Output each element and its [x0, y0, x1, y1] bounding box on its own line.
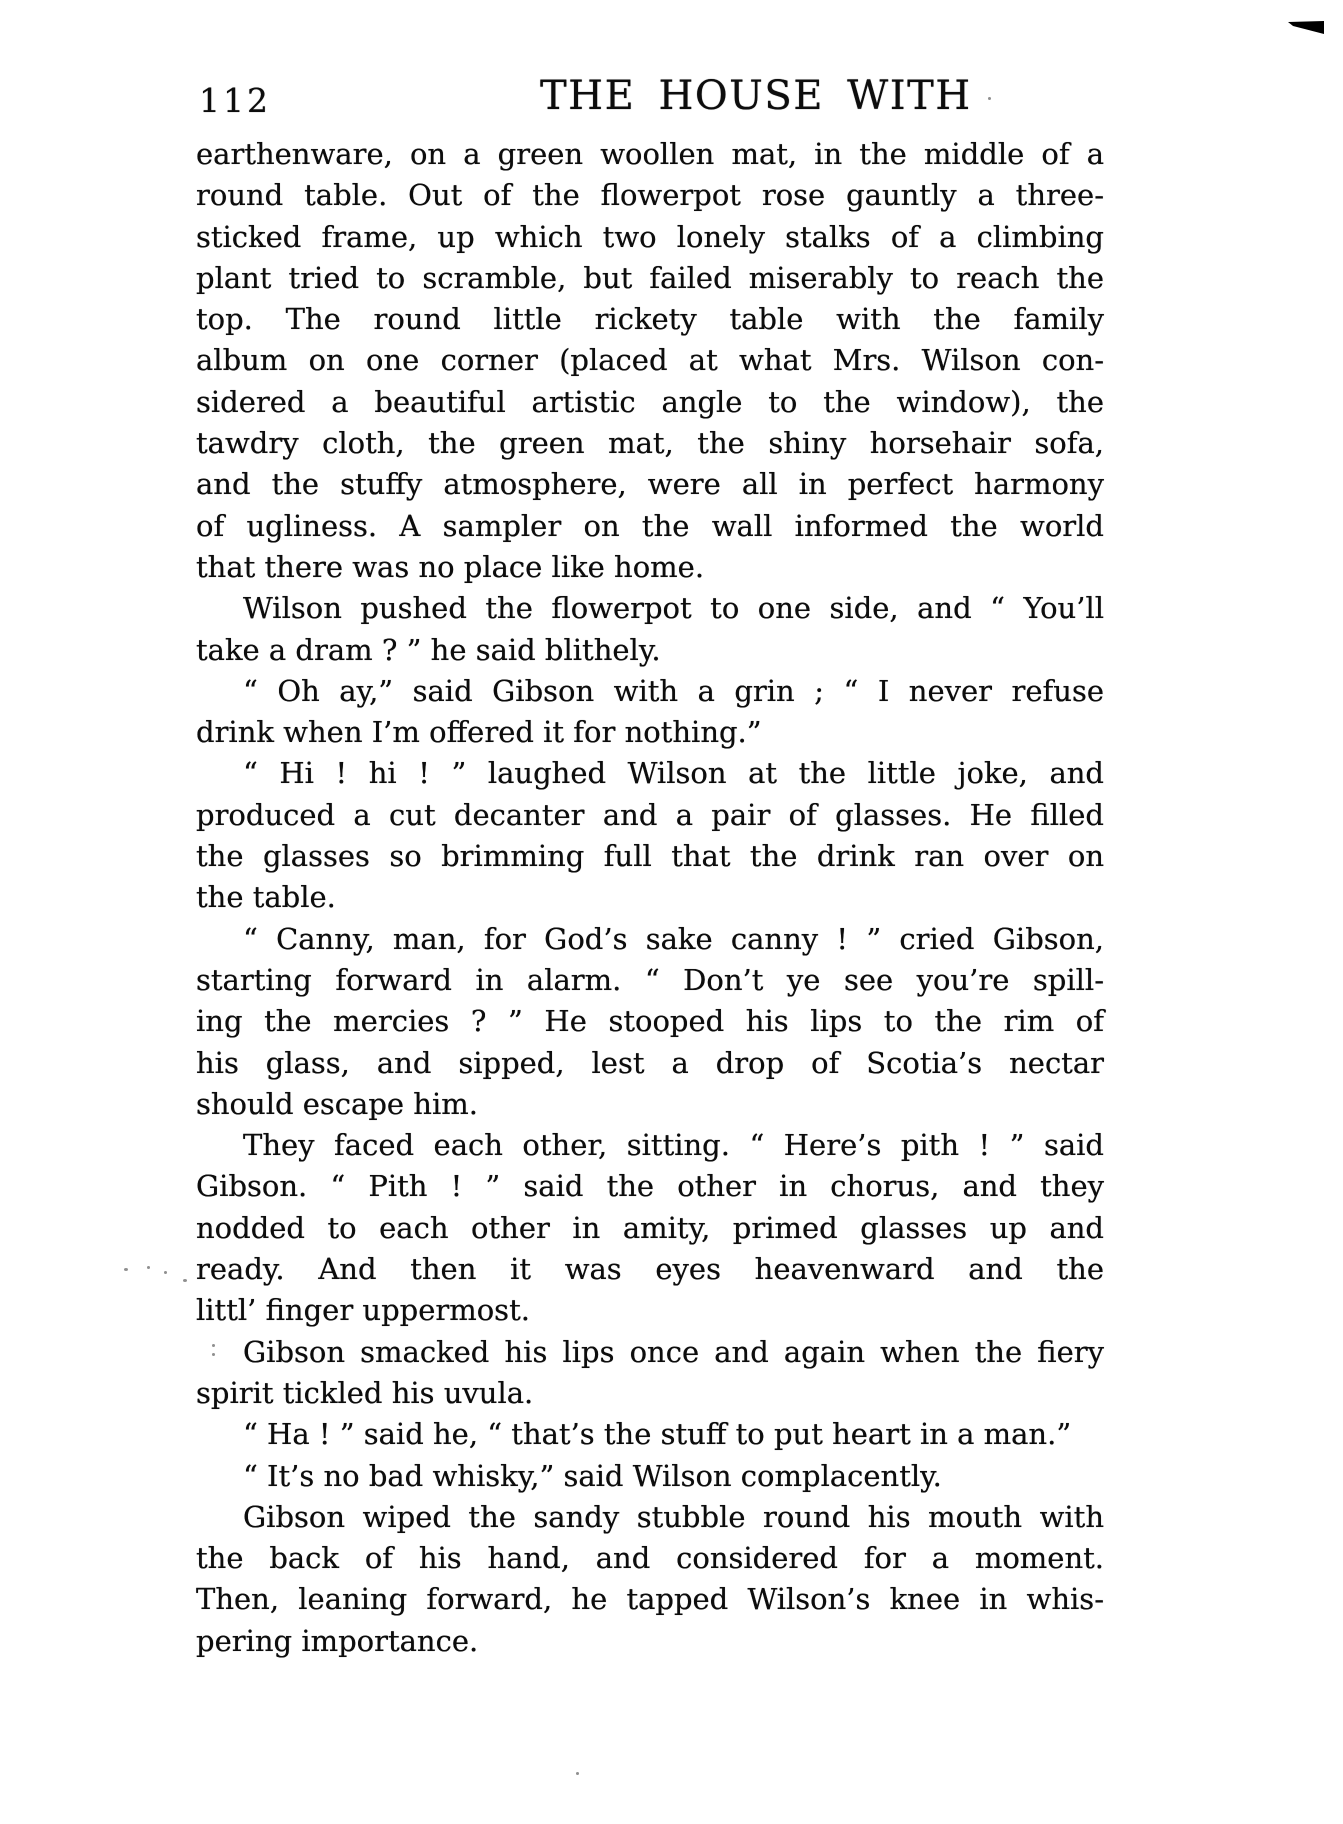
scan-speckle [164, 1271, 167, 1274]
text-line: starting forward in alarm. “ Don’t ye see you’re spill- [196, 962, 1104, 997]
text-line: “ Hi ! hi ! ” laughed Wilson at the little joke, and [243, 756, 1104, 791]
text-line: take a dram ? ” he said blithely. [196, 632, 661, 667]
body-text [196, 134, 1104, 1662]
text-line: Gibson smacked his lips once and again when the fiery [243, 1334, 1104, 1369]
scan-speckle [988, 97, 991, 100]
text-line: top. The round little rickety table with the family [196, 302, 1104, 337]
scan-artifact-wedge [1288, 21, 1324, 34]
text-line: the back of his hand, and considered for a moment. [196, 1541, 1104, 1576]
text-line: the table. [196, 880, 336, 915]
text-line: “ It’s no bad whisky,” said Wilson complacently. [243, 1458, 942, 1493]
text-line: tawdry cloth, the green mat, the shiny horsehair sofa, [196, 426, 1104, 461]
text-line: that there was no place like home. [196, 549, 705, 584]
text-line: album on one corner (placed at what Mrs. Wilson con- [196, 343, 1104, 378]
scan-speckle [147, 1266, 150, 1269]
scan-speckle [576, 1772, 579, 1775]
text-line: plant tried to scramble, but failed miserably to reach the [196, 260, 1104, 295]
text-line: drink when I’m offered it for nothing.” [196, 715, 762, 750]
running-title: THE HOUSE WITH [540, 73, 972, 119]
text-line: produced a cut decanter and a pair of glasses. He filled [196, 797, 1104, 832]
text-line: sidered a beautiful artistic angle to the window), the [196, 384, 1104, 419]
text-line: should escape him. [196, 1086, 478, 1121]
text-line: Gibson wiped the sandy stubble round his mouth with [243, 1499, 1104, 1534]
text-line: nodded to each other in amity, primed glasses up and [196, 1210, 1104, 1245]
text-line: of ugliness. A sampler on the wall informed the world [196, 508, 1104, 543]
scan-speckle [183, 1279, 187, 1282]
text-line: littl’ finger uppermost. [196, 1293, 530, 1328]
text-line: pering importance. [196, 1623, 479, 1658]
text-line: Wilson pushed the flowerpot to one side, and “ You’ll [243, 591, 1104, 626]
text-line: “ Oh ay,” said Gibson with a grin ; “ I never refuse [243, 673, 1104, 708]
text-line: ready. And then it was eyes heavenward and the [196, 1252, 1104, 1287]
text-line: “ Canny, man, for God’s sake canny ! ” cried Gibson, [243, 921, 1104, 956]
text-line: Gibson. “ Pith ! ” said the other in chorus, and they [196, 1169, 1104, 1204]
text-line: earthenware, on a green woollen mat, in the middle of a [196, 137, 1104, 171]
text-line: “ Ha ! ” said he, “ that’s the stuff to put heart in a man.” [243, 1417, 1072, 1452]
text-line: the glasses so brimming full that the drink ran over on [196, 839, 1104, 874]
text-line: and the stuffy atmosphere, were all in perfect harmony [196, 467, 1104, 502]
scan-speckle [124, 1268, 128, 1271]
text-line: They faced each other, sitting. “ Here’s pith ! ” said [243, 1128, 1104, 1163]
text-line: sticked frame, up which two lonely stalks of a climbing [196, 219, 1104, 254]
text-line: his glass, and sipped, lest a drop of Scotia’s nectar [196, 1045, 1104, 1080]
text-line: spirit tickled his uvula. [196, 1375, 534, 1410]
text-line: Then, leaning forward, he tapped Wilson’s knee in whis- [196, 1582, 1104, 1617]
text-line: ing the mercies ? ” He stooped his lips to the rim of [196, 1004, 1104, 1039]
page-number: 112 [199, 81, 271, 120]
text-line: round table. Out of the flowerpot rose gauntly a three- [196, 178, 1104, 213]
